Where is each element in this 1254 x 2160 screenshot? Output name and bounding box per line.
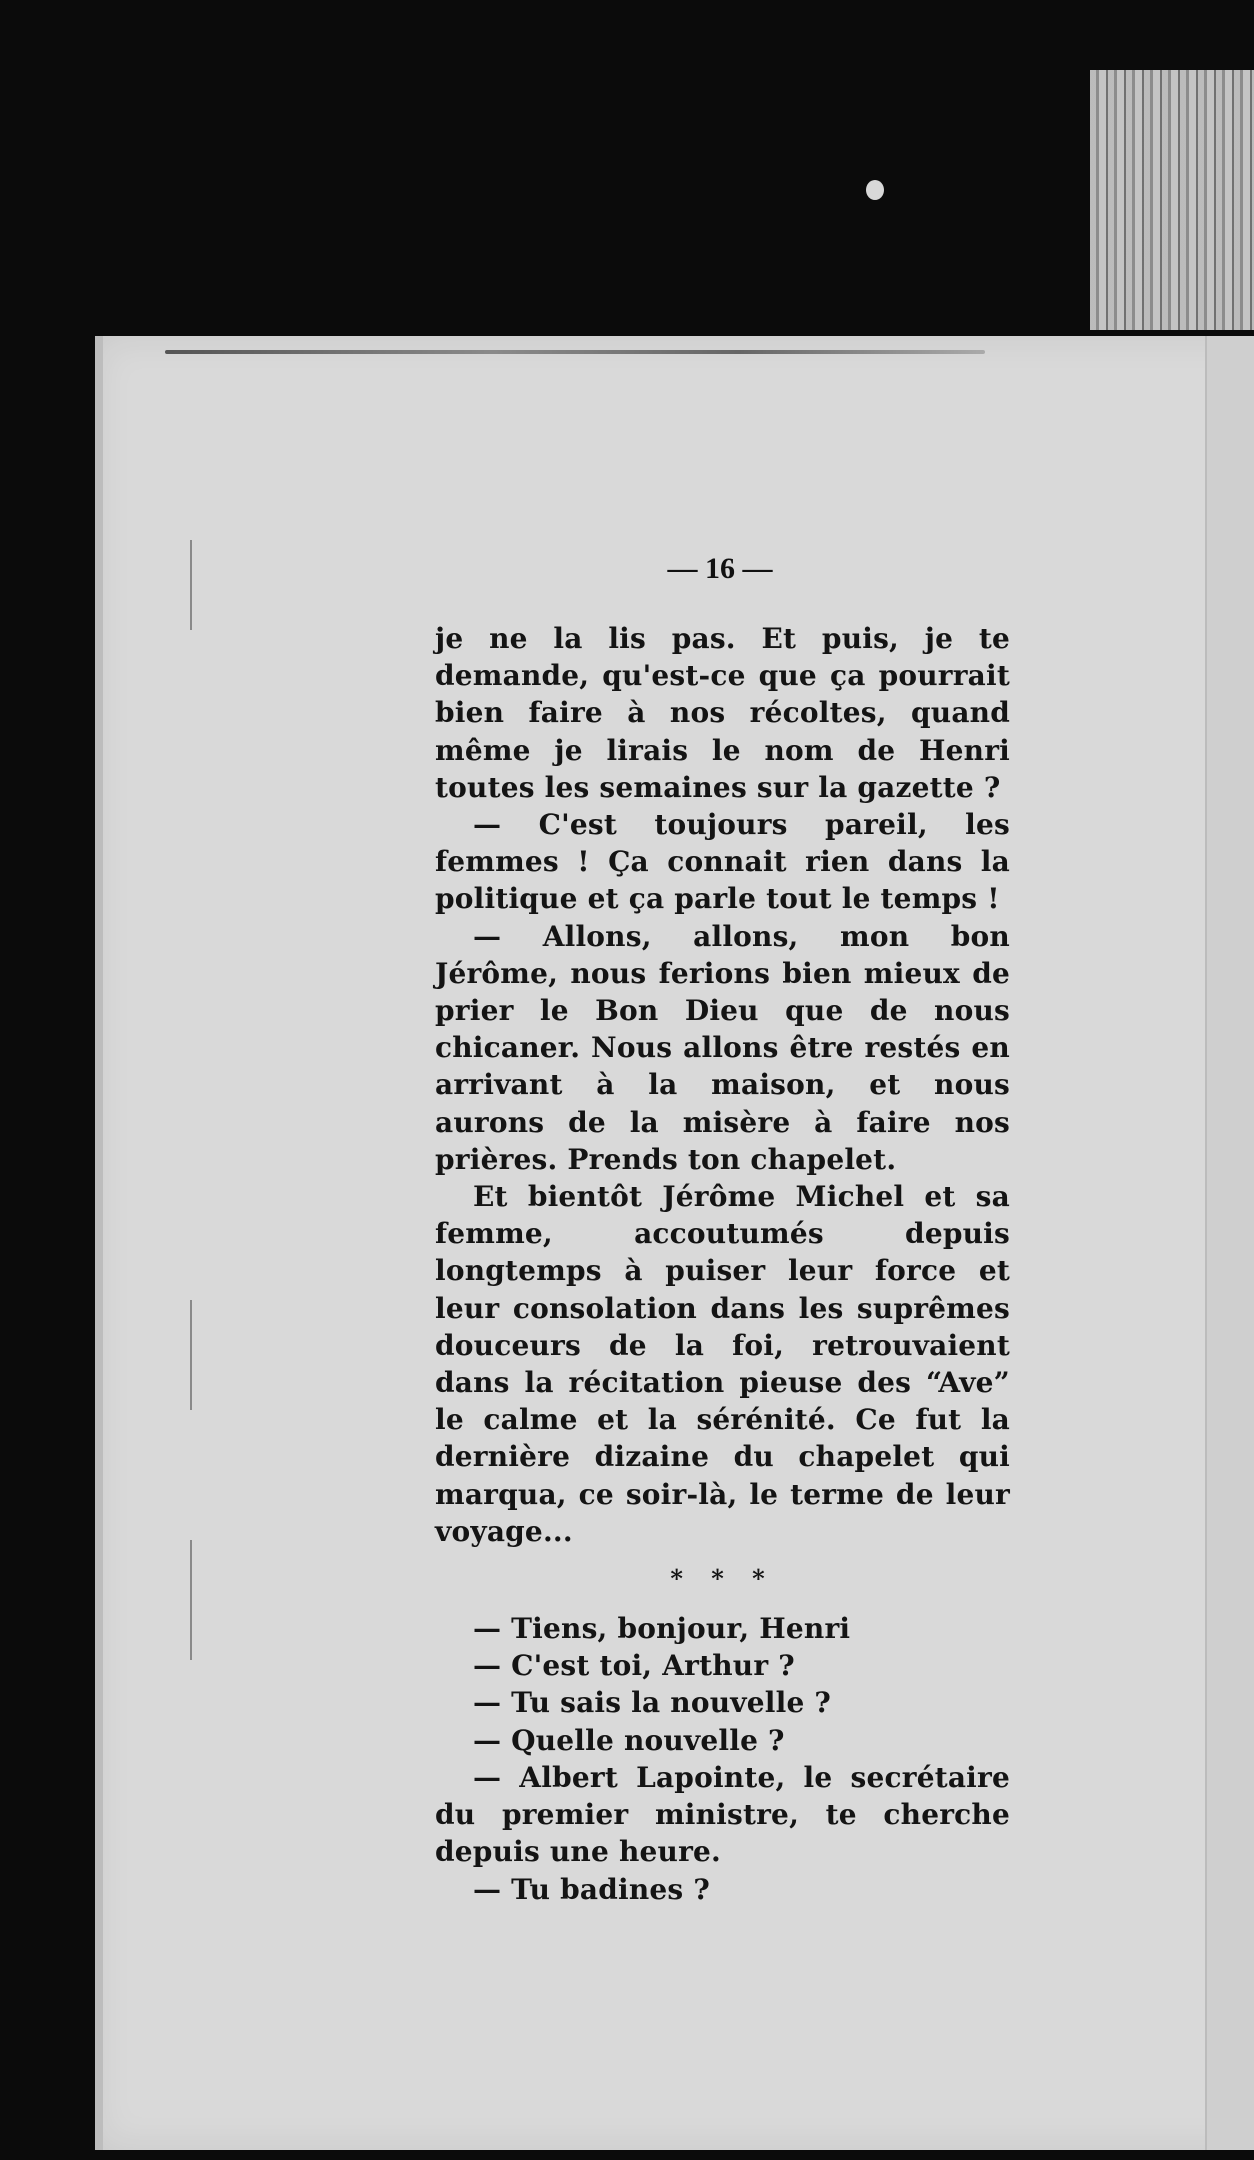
page-top-rule	[165, 350, 985, 354]
section-separator: * * *	[670, 1564, 775, 1594]
background-speck	[866, 180, 884, 200]
page-scratch	[190, 1300, 192, 1410]
dialogue-line: — C'est toi, Arthur ?	[473, 1649, 795, 1683]
paragraph: — C'est toujours pareil, les femmes ! Ça connait rien dans la politique et ça parle tout le temps !	[435, 808, 1010, 916]
dialogue-line: — Tu sais la nouvelle ?	[473, 1686, 832, 1720]
dialogue-line: — Tiens, bonjour, Henri	[473, 1612, 851, 1646]
page-scratch	[190, 540, 192, 630]
dialogue-line: — Albert Lapointe, le secrétaire du premier ministre, te cherche depuis une heure.	[435, 1760, 1010, 1869]
dialogue-line: — Quelle nouvelle ?	[473, 1723, 785, 1757]
dialogue	[435, 1610, 1010, 1908]
page-right-fold	[1205, 336, 1254, 2150]
page-number: — 16 —	[667, 552, 773, 585]
paragraph: je ne la lis pas. Et puis, je te demande, qu'est-ce que ça pourrait bien faire à nos récoltes, quand même je lirais le nom de Henri toutes les semaines sur la gazette ?	[435, 622, 1010, 804]
page-text	[435, 620, 1010, 1908]
page-left-edge	[95, 336, 103, 2150]
background-fabric	[1090, 70, 1254, 330]
paragraph: Et bientôt Jérôme Michel et sa femme, accoutumés depuis longtemps à puiser leur force et leur consolation dans les suprêmes douceurs de la foi, retrouvaient dans la récitation pieuse des “Ave” le calme et la sérénité. Ce fut la dernière dizaine du chapelet qui marqua, ce soir-là, le terme de leur voyage...	[435, 1180, 1010, 1548]
paragraph: — Allons, allons, mon bon Jérôme, nous ferions bien mieux de prier le Bon Dieu que de nous chicaner. Nous allons être restés en arrivant à la maison, et nous aurons de la misère à faire nos prières. Prends ton chapelet.	[435, 919, 1010, 1176]
page-scratch	[190, 1540, 192, 1660]
dialogue-line: — Tu badines ?	[473, 1872, 710, 1906]
